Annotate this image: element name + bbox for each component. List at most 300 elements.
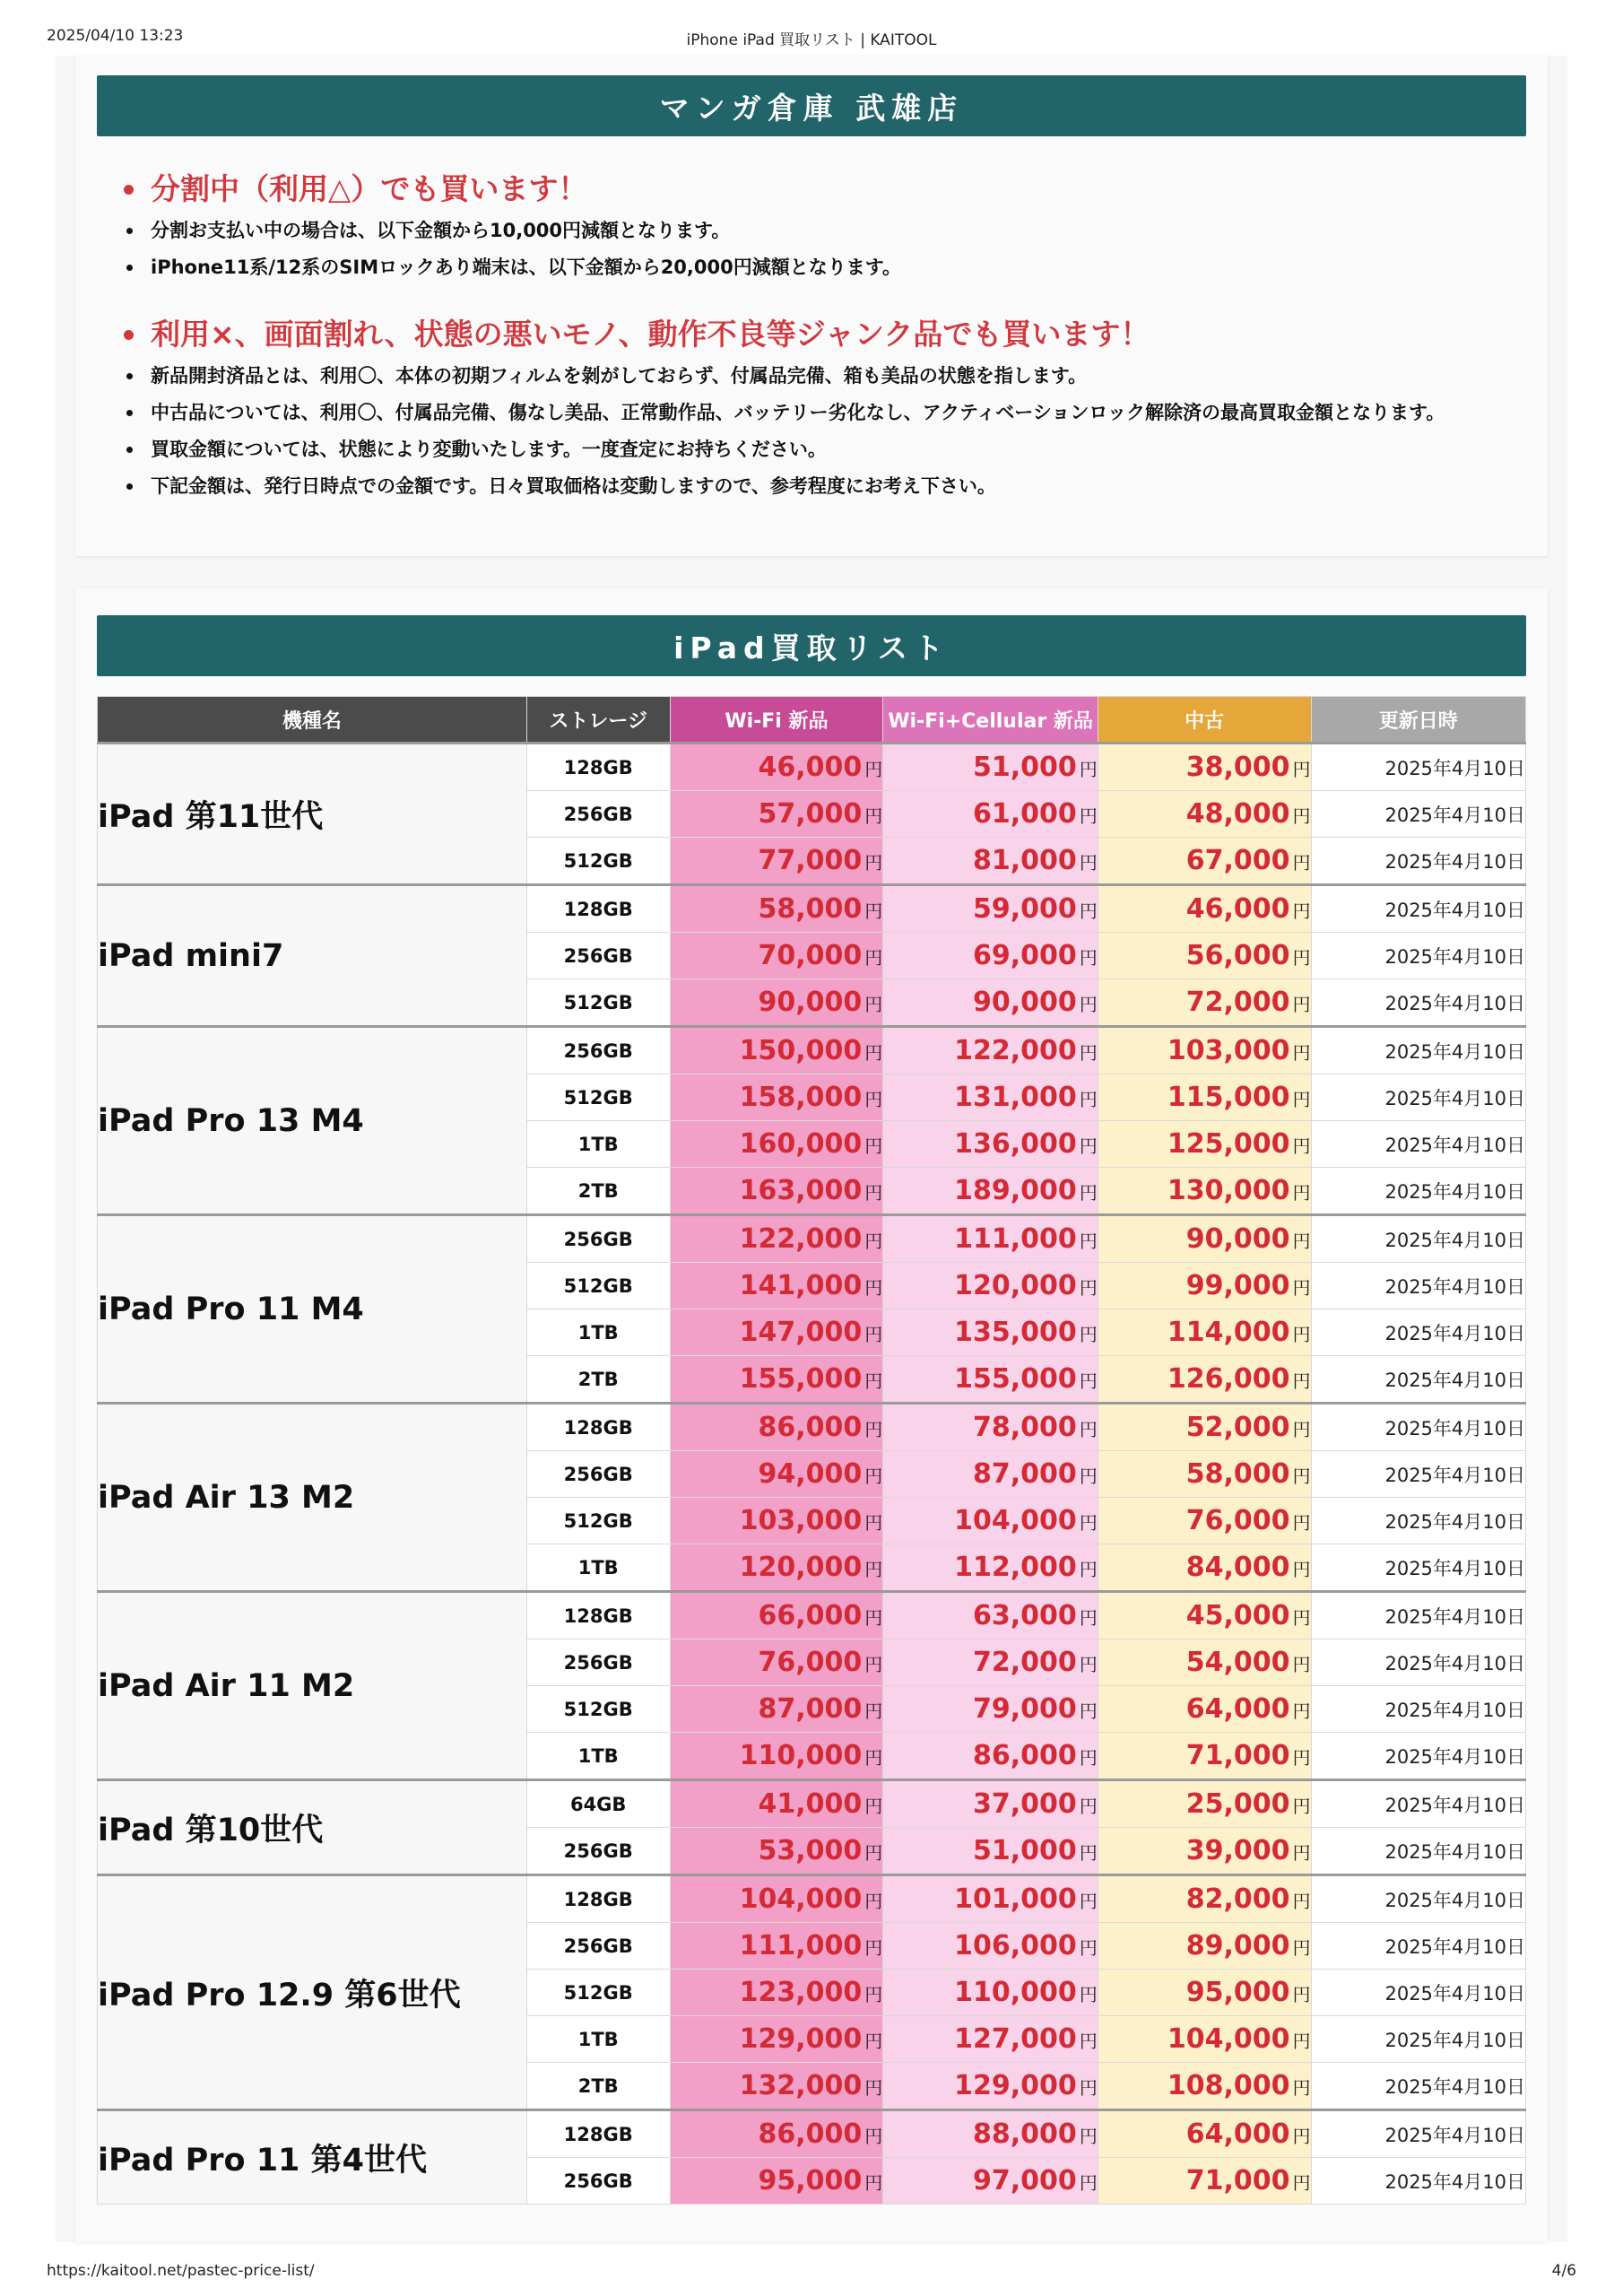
updated-date: 2025年4月10日	[1311, 791, 1525, 838]
wifi-new-price	[670, 1498, 883, 1544]
storage-cell: 256GB	[526, 1639, 670, 1686]
cellular-new-price	[883, 1780, 1098, 1828]
yen-unit: 円	[1079, 1937, 1098, 1959]
price-amount: 70,000	[758, 940, 863, 971]
cellular-new-price	[883, 2110, 1098, 2158]
yen-unit: 円	[1079, 1089, 1098, 1110]
price-amount: 67,000	[1185, 845, 1290, 876]
price-amount: 103,000	[739, 1505, 863, 1536]
yen-unit: 円	[1292, 1370, 1311, 1392]
used-price	[1098, 1828, 1311, 1875]
yen-unit: 円	[1079, 1796, 1098, 1817]
updated-date: 2025年4月10日	[1311, 744, 1525, 791]
updated-date: 2025年4月10日	[1311, 1970, 1525, 2016]
yen-unit: 円	[1079, 1747, 1098, 1769]
cellular-new-price	[883, 2016, 1098, 2063]
updated-date: 2025年4月10日	[1311, 1121, 1525, 1168]
price-amount: 57,000	[758, 798, 863, 830]
note-heading-installment: 分割中（利用△）でも買います！	[113, 169, 1512, 210]
yen-unit: 円	[1079, 1419, 1098, 1440]
yen-unit: 円	[1079, 805, 1098, 827]
used-price	[1098, 2063, 1311, 2110]
price-amount: 51,000	[972, 1835, 1077, 1866]
cellular-new-price	[883, 1592, 1098, 1639]
storage-cell: 1TB	[526, 1121, 670, 1168]
yen-unit: 円	[1292, 994, 1311, 1015]
cellular-new-price	[883, 933, 1098, 979]
price-amount: 25,000	[1185, 1788, 1290, 1820]
wifi-new-price	[670, 1451, 883, 1498]
yen-unit: 円	[1079, 1465, 1098, 1487]
print-doc-title: iPhone iPad 買取リスト | KAITOOL	[686, 31, 937, 49]
yen-unit: 円	[1292, 759, 1311, 780]
yen-unit: 円	[864, 900, 883, 922]
model-name: iPad 第11世代	[98, 744, 527, 885]
yen-unit: 円	[864, 1700, 883, 1722]
table-row	[98, 1592, 1526, 1639]
updated-date: 2025年4月10日	[1311, 1875, 1525, 1923]
cellular-new-price	[883, 1074, 1098, 1121]
yen-unit: 円	[864, 1512, 883, 1534]
storage-cell: 256GB	[526, 2158, 670, 2205]
yen-unit: 円	[1079, 900, 1098, 922]
price-amount: 115,000	[1167, 1082, 1290, 1113]
price-amount: 155,000	[739, 1363, 863, 1395]
yen-unit: 円	[1292, 1277, 1311, 1299]
updated-date: 2025年4月10日	[1311, 979, 1525, 1027]
used-price	[1098, 1686, 1311, 1733]
yen-unit: 円	[1079, 2172, 1098, 2194]
price-amount: 104,000	[954, 1505, 1077, 1536]
wifi-new-price	[670, 1121, 883, 1168]
price-amount: 123,000	[739, 1977, 863, 2008]
ipad-price-card	[75, 588, 1548, 2242]
yen-unit: 円	[1079, 1512, 1098, 1534]
storage-cell: 256GB	[526, 1215, 670, 1263]
price-amount: 129,000	[954, 2070, 1077, 2101]
updated-date: 2025年4月10日	[1311, 1828, 1525, 1875]
price-amount: 90,000	[972, 987, 1077, 1018]
yen-unit: 円	[1079, 1042, 1098, 1064]
price-amount: 38,000	[1185, 752, 1290, 783]
yen-unit: 円	[1079, 1135, 1098, 1157]
yen-unit: 円	[1292, 1419, 1311, 1440]
yen-unit: 円	[1079, 1654, 1098, 1675]
table-row	[98, 2110, 1526, 2158]
yen-unit: 円	[1292, 1796, 1311, 1817]
updated-date: 2025年4月10日	[1311, 2063, 1525, 2110]
yen-unit: 円	[1292, 1559, 1311, 1580]
yen-unit: 円	[1292, 1984, 1311, 2005]
cellular-new-price	[883, 1544, 1098, 1592]
yen-unit: 円	[1292, 1891, 1311, 1912]
model-name: iPad Pro 11 第4世代	[98, 2110, 527, 2205]
price-amount: 108,000	[1167, 2070, 1290, 2101]
cellular-new-price	[883, 2063, 1098, 2110]
print-header	[47, 27, 1576, 48]
yen-unit: 円	[1292, 2031, 1311, 2052]
storage-cell: 1TB	[526, 1544, 670, 1592]
yen-unit: 円	[1292, 2126, 1311, 2147]
price-amount: 46,000	[1185, 893, 1290, 925]
price-amount: 111,000	[739, 1930, 863, 1961]
yen-unit: 円	[1079, 1559, 1098, 1580]
price-amount: 163,000	[739, 1175, 863, 1206]
used-price	[1098, 791, 1311, 838]
cellular-new-price	[883, 1215, 1098, 1263]
yen-unit: 円	[864, 1089, 883, 1110]
storage-cell: 512GB	[526, 1263, 670, 1309]
price-amount: 84,000	[1185, 1552, 1290, 1583]
store-title-bar: マンガ倉庫 武雄店	[97, 75, 1526, 136]
storage-cell: 128GB	[526, 2110, 670, 2158]
yen-unit: 円	[1292, 1937, 1311, 1959]
price-amount: 77,000	[758, 845, 863, 876]
price-amount: 76,000	[758, 1647, 863, 1678]
yen-unit: 円	[1292, 1654, 1311, 1675]
used-price	[1098, 885, 1311, 933]
yen-unit: 円	[1079, 1891, 1098, 1912]
used-price	[1098, 1451, 1311, 1498]
print-timestamp: 2025/04/10 13:23	[47, 27, 184, 45]
price-amount: 110,000	[954, 1977, 1077, 2008]
wifi-new-price	[670, 979, 883, 1027]
storage-cell: 64GB	[526, 1780, 670, 1828]
updated-date: 2025年4月10日	[1311, 1733, 1525, 1780]
updated-date: 2025年4月10日	[1311, 1544, 1525, 1592]
price-amount: 160,000	[739, 1128, 863, 1160]
yen-unit: 円	[1079, 1182, 1098, 1204]
table-row	[98, 1027, 1526, 1074]
price-amount: 130,000	[1167, 1175, 1290, 1206]
yen-unit: 円	[1079, 994, 1098, 1015]
yen-unit: 円	[1292, 1747, 1311, 1769]
cellular-new-price	[883, 1121, 1098, 1168]
yen-unit: 円	[864, 2077, 883, 2099]
used-price	[1098, 933, 1311, 979]
wifi-new-price	[670, 1215, 883, 1263]
updated-date: 2025年4月10日	[1311, 1686, 1525, 1733]
storage-cell: 256GB	[526, 1923, 670, 1970]
model-name: iPad Pro 12.9 第6世代	[98, 1875, 527, 2110]
price-amount: 53,000	[758, 1835, 863, 1866]
storage-cell: 128GB	[526, 1875, 670, 1923]
yen-unit: 円	[1292, 1135, 1311, 1157]
price-amount: 90,000	[1185, 1223, 1290, 1255]
updated-date: 2025年4月10日	[1311, 2016, 1525, 2063]
page-number: 4/6	[1551, 2262, 1576, 2280]
table-row	[98, 885, 1526, 933]
price-amount: 76,000	[1185, 1505, 1290, 1536]
column-header-wifi-new: Wi-Fi 新品	[670, 697, 883, 744]
price-amount: 66,000	[758, 1600, 863, 1631]
storage-cell: 2TB	[526, 1356, 670, 1404]
model-name: iPad Pro 13 M4	[98, 1027, 527, 1215]
updated-date: 2025年4月10日	[1311, 1356, 1525, 1404]
price-amount: 86,000	[972, 1740, 1077, 1771]
wifi-new-price	[670, 791, 883, 838]
yen-unit: 円	[864, 1607, 883, 1629]
updated-date: 2025年4月10日	[1311, 1263, 1525, 1309]
table-row	[98, 744, 1526, 791]
used-price	[1098, 1121, 1311, 1168]
yen-unit: 円	[1292, 1700, 1311, 1722]
price-amount: 59,000	[972, 893, 1077, 925]
table-body	[98, 744, 1526, 2205]
updated-date: 2025年4月10日	[1311, 2110, 1525, 2158]
storage-cell: 256GB	[526, 1451, 670, 1498]
storage-cell: 256GB	[526, 933, 670, 979]
wifi-new-price	[670, 1309, 883, 1356]
wifi-new-price	[670, 1544, 883, 1592]
print-url: https://kaitool.net/pastec-price-list/	[47, 2262, 315, 2280]
storage-cell: 256GB	[526, 1828, 670, 1875]
used-price	[1098, 2016, 1311, 2063]
wifi-new-price	[670, 1875, 883, 1923]
used-price	[1098, 1923, 1311, 1970]
wifi-new-price	[670, 2158, 883, 2205]
cellular-new-price	[883, 1923, 1098, 1970]
price-amount: 101,000	[954, 1883, 1077, 1915]
wifi-new-price	[670, 1027, 883, 1074]
yen-unit: 円	[864, 1277, 883, 1299]
used-price	[1098, 1544, 1311, 1592]
updated-date: 2025年4月10日	[1311, 1451, 1525, 1498]
wifi-new-price	[670, 885, 883, 933]
price-amount: 81,000	[972, 845, 1077, 876]
yen-unit: 円	[864, 1465, 883, 1487]
wifi-new-price	[670, 2063, 883, 2110]
storage-cell: 512GB	[526, 1074, 670, 1121]
note-item: 買取金額については、状態により変動いたします。一度査定にお持ちください。	[151, 434, 1512, 465]
storage-cell: 1TB	[526, 1733, 670, 1780]
wifi-new-price	[670, 744, 883, 791]
table-header-row	[98, 697, 1526, 744]
storage-cell: 128GB	[526, 1404, 670, 1451]
updated-date: 2025年4月10日	[1311, 885, 1525, 933]
yen-unit: 円	[864, 805, 883, 827]
yen-unit: 円	[864, 1747, 883, 1769]
yen-unit: 円	[864, 1042, 883, 1064]
price-amount: 39,000	[1185, 1835, 1290, 1866]
price-amount: 97,000	[972, 2165, 1077, 2196]
yen-unit: 円	[1292, 1512, 1311, 1534]
used-price	[1098, 1309, 1311, 1356]
price-amount: 110,000	[739, 1740, 863, 1771]
price-amount: 54,000	[1185, 1647, 1290, 1678]
updated-date: 2025年4月10日	[1311, 1923, 1525, 1970]
yen-unit: 円	[1292, 900, 1311, 922]
yen-unit: 円	[864, 1559, 883, 1580]
storage-cell: 512GB	[526, 1498, 670, 1544]
table-row	[98, 1780, 1526, 1828]
used-price	[1098, 1263, 1311, 1309]
used-price	[1098, 1074, 1311, 1121]
yen-unit: 円	[864, 1654, 883, 1675]
price-amount: 87,000	[758, 1693, 863, 1725]
price-amount: 86,000	[758, 2118, 863, 2150]
price-amount: 58,000	[758, 893, 863, 925]
cellular-new-price	[883, 1168, 1098, 1215]
yen-unit: 円	[1079, 2077, 1098, 2099]
yen-unit: 円	[1079, 759, 1098, 780]
used-price	[1098, 1356, 1311, 1404]
model-name: iPad Air 13 M2	[98, 1404, 527, 1592]
yen-unit: 円	[1292, 805, 1311, 827]
used-price	[1098, 1168, 1311, 1215]
price-amount: 112,000	[954, 1552, 1077, 1583]
wifi-new-price	[670, 1639, 883, 1686]
wifi-new-price	[670, 838, 883, 885]
cellular-new-price	[883, 1404, 1098, 1451]
cellular-new-price	[883, 1498, 1098, 1544]
price-amount: 95,000	[1185, 1977, 1290, 2008]
price-amount: 64,000	[1185, 1693, 1290, 1725]
price-amount: 61,000	[972, 798, 1077, 830]
wifi-new-price	[670, 1733, 883, 1780]
yen-unit: 円	[1079, 2126, 1098, 2147]
price-amount: 95,000	[758, 2165, 863, 2196]
note-item: 分割お支払い中の場合は、以下金額から10,000円減額となります。	[151, 215, 1512, 246]
used-price	[1098, 979, 1311, 1027]
storage-cell: 1TB	[526, 2016, 670, 2063]
cellular-new-price	[883, 2158, 1098, 2205]
yen-unit: 円	[864, 947, 883, 969]
yen-unit: 円	[864, 994, 883, 1015]
table-row	[98, 1215, 1526, 1263]
updated-date: 2025年4月10日	[1311, 1780, 1525, 1828]
yen-unit: 円	[1079, 1370, 1098, 1392]
updated-date: 2025年4月10日	[1311, 1027, 1525, 1074]
yen-unit: 円	[1292, 1607, 1311, 1629]
cellular-new-price	[883, 1733, 1098, 1780]
wifi-new-price	[670, 1074, 883, 1121]
yen-unit: 円	[864, 759, 883, 780]
yen-unit: 円	[864, 2172, 883, 2194]
price-amount: 90,000	[758, 987, 863, 1018]
yen-unit: 円	[864, 852, 883, 874]
wifi-new-price	[670, 1404, 883, 1451]
updated-date: 2025年4月10日	[1311, 1168, 1525, 1215]
price-amount: 99,000	[1185, 1270, 1290, 1301]
yen-unit: 円	[864, 1182, 883, 1204]
model-name: iPad mini7	[98, 885, 527, 1027]
price-amount: 125,000	[1167, 1128, 1290, 1160]
yen-unit: 円	[1292, 2172, 1311, 2194]
column-header-updated: 更新日時	[1311, 697, 1525, 744]
storage-cell: 512GB	[526, 1686, 670, 1733]
storage-cell: 2TB	[526, 1168, 670, 1215]
price-amount: 111,000	[954, 1223, 1077, 1255]
wifi-new-price	[670, 2016, 883, 2063]
cellular-new-price	[883, 1451, 1098, 1498]
yen-unit: 円	[864, 1984, 883, 2005]
yen-unit: 円	[864, 1324, 883, 1345]
price-amount: 120,000	[739, 1552, 863, 1583]
price-amount: 87,000	[972, 1458, 1077, 1490]
yen-unit: 円	[864, 2126, 883, 2147]
updated-date: 2025年4月10日	[1311, 838, 1525, 885]
price-amount: 51,000	[972, 752, 1077, 783]
updated-date: 2025年4月10日	[1311, 1309, 1525, 1356]
yen-unit: 円	[1079, 1231, 1098, 1252]
cellular-new-price	[883, 1875, 1098, 1923]
storage-cell: 256GB	[526, 791, 670, 838]
yen-unit: 円	[864, 1419, 883, 1440]
storage-cell: 512GB	[526, 838, 670, 885]
yen-unit: 円	[864, 1796, 883, 1817]
table-row	[98, 1404, 1526, 1451]
ipad-price-table	[97, 696, 1526, 2205]
wifi-new-price	[670, 1686, 883, 1733]
storage-cell: 1TB	[526, 1309, 670, 1356]
cellular-new-price	[883, 791, 1098, 838]
price-amount: 94,000	[758, 1458, 863, 1490]
wifi-new-price	[670, 2110, 883, 2158]
updated-date: 2025年4月10日	[1311, 1404, 1525, 1451]
price-amount: 155,000	[954, 1363, 1077, 1395]
cellular-new-price	[883, 1686, 1098, 1733]
price-amount: 89,000	[1185, 1930, 1290, 1961]
yen-unit: 円	[1079, 1277, 1098, 1299]
price-amount: 63,000	[972, 1600, 1077, 1631]
cellular-new-price	[883, 744, 1098, 791]
yen-unit: 円	[1079, 1842, 1098, 1864]
price-amount: 103,000	[1167, 1035, 1290, 1066]
column-header-model: 機種名	[98, 697, 527, 744]
note-heading-junk: 利用×、画面割れ、状態の悪いモノ、動作不良等ジャンク品でも買います！	[113, 314, 1512, 355]
wifi-new-price	[670, 1780, 883, 1828]
cellular-new-price	[883, 1970, 1098, 2016]
price-amount: 82,000	[1185, 1883, 1290, 1915]
used-price	[1098, 744, 1311, 791]
updated-date: 2025年4月10日	[1311, 1074, 1525, 1121]
price-amount: 122,000	[739, 1223, 863, 1255]
yen-unit: 円	[1292, 852, 1311, 874]
wifi-new-price	[670, 1168, 883, 1215]
note-item: 新品開封済品とは、利用〇、本体の初期フィルムを剝がしておらず、付属品完備、箱も美品の状態を指します。	[151, 361, 1512, 391]
wifi-new-price	[670, 1923, 883, 1970]
wifi-new-price	[670, 1356, 883, 1404]
cellular-new-price	[883, 1356, 1098, 1404]
price-amount: 58,000	[1185, 1458, 1290, 1490]
yen-unit: 円	[1079, 852, 1098, 874]
cellular-new-price	[883, 979, 1098, 1027]
price-amount: 71,000	[1185, 1740, 1290, 1771]
used-price	[1098, 1875, 1311, 1923]
storage-cell: 128GB	[526, 744, 670, 791]
yen-unit: 円	[864, 1231, 883, 1252]
price-amount: 106,000	[954, 1930, 1077, 1961]
used-price	[1098, 1780, 1311, 1828]
yen-unit: 円	[1292, 947, 1311, 969]
price-amount: 88,000	[972, 2118, 1077, 2150]
yen-unit: 円	[1292, 1842, 1311, 1864]
updated-date: 2025年4月10日	[1311, 1498, 1525, 1544]
price-amount: 131,000	[954, 1082, 1077, 1113]
column-header-cellular-new: Wi-Fi+Cellular 新品	[883, 697, 1098, 744]
price-amount: 158,000	[739, 1082, 863, 1113]
price-amount: 56,000	[1185, 940, 1290, 971]
price-amount: 132,000	[739, 2070, 863, 2101]
used-price	[1098, 1498, 1311, 1544]
price-amount: 48,000	[1185, 798, 1290, 830]
ipad-list-title-bar: iPad買取リスト	[97, 615, 1526, 676]
price-amount: 46,000	[758, 752, 863, 783]
column-header-storage: ストレージ	[526, 697, 670, 744]
yen-unit: 円	[864, 1891, 883, 1912]
yen-unit: 円	[1079, 1984, 1098, 2005]
